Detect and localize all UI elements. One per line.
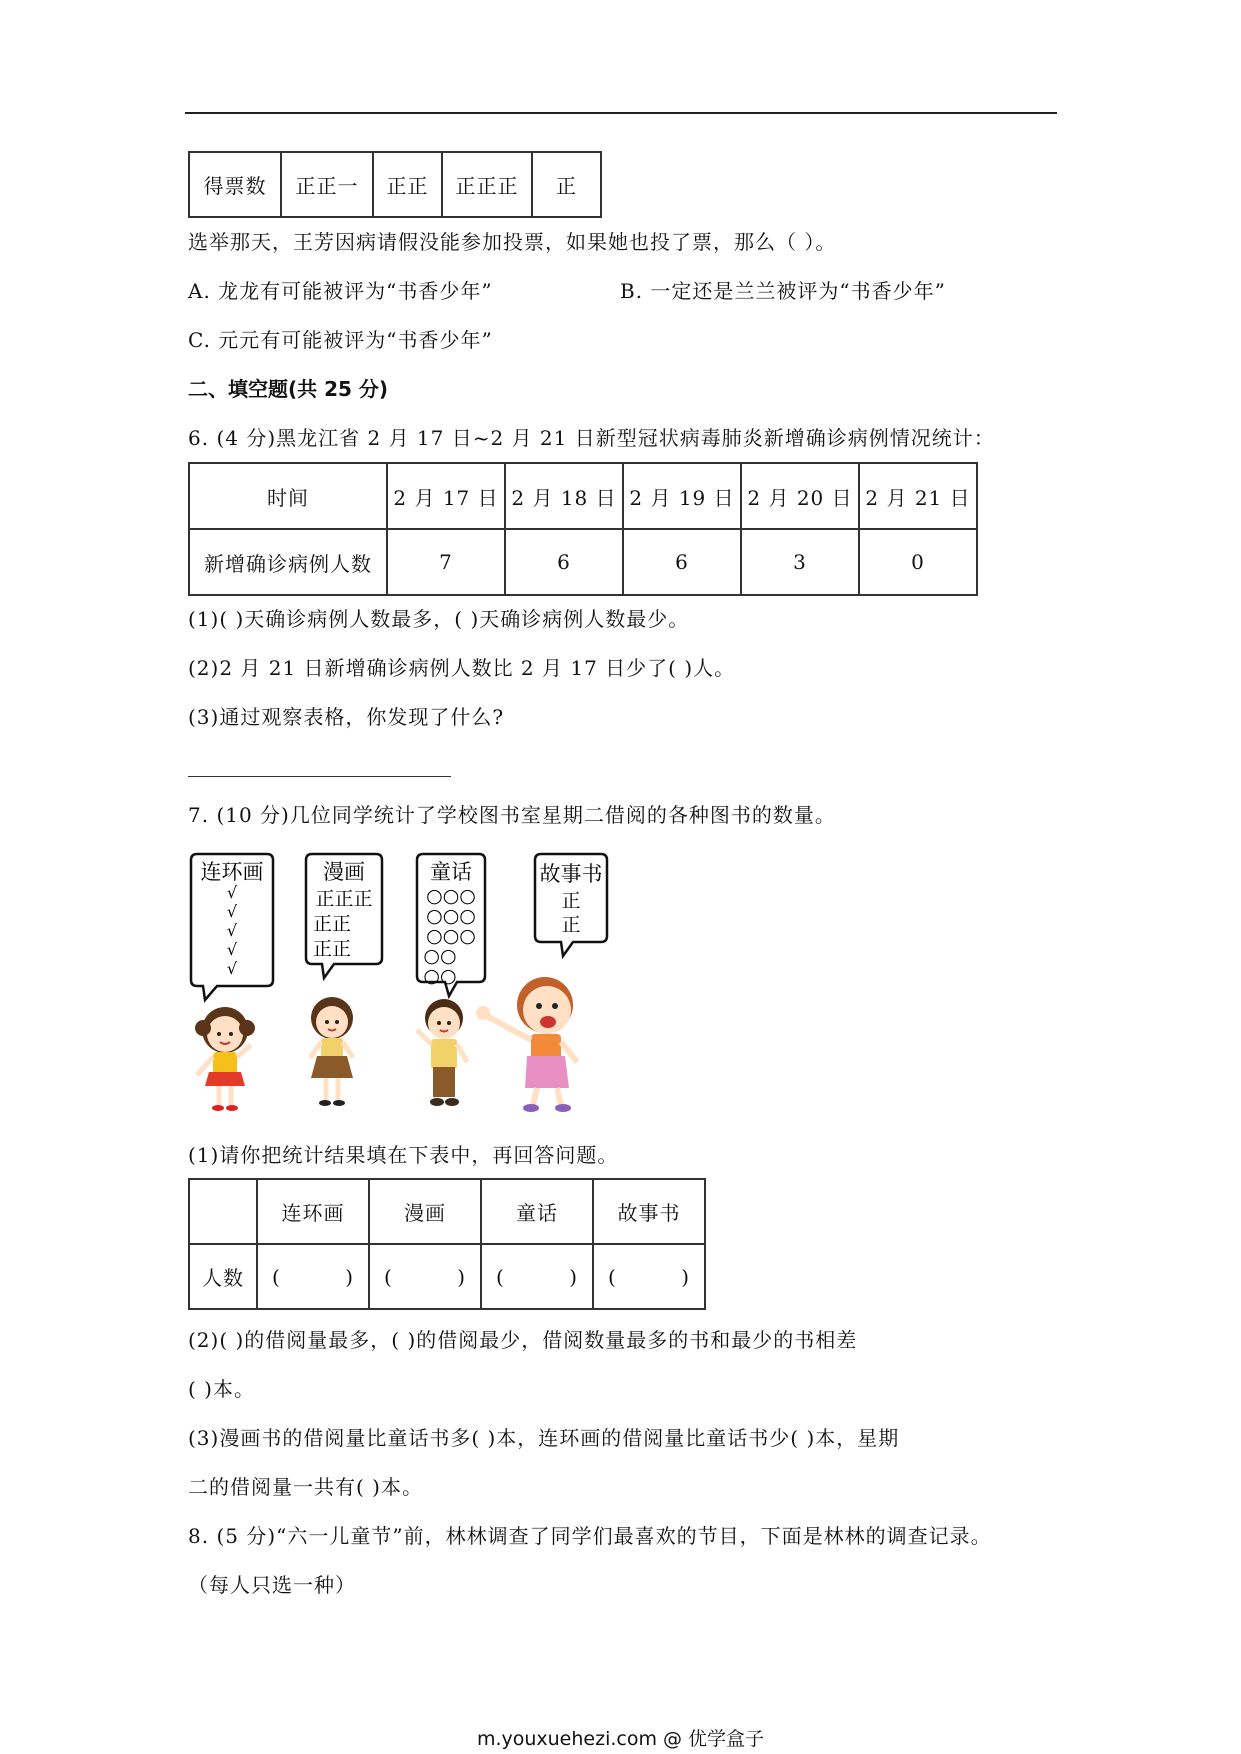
bubble3-tally: ○○ bbox=[423, 945, 457, 967]
q6-stem: 6. (4 分)黑龙江省 2 月 17 日~2 月 21 日新型冠状病毒肺炎新增确诊病例情况统计： bbox=[188, 426, 995, 450]
q7-answer-cell[interactable] bbox=[257, 1244, 369, 1309]
paren-open: ( bbox=[608, 1264, 617, 1289]
bubble-lianhuanhua bbox=[191, 854, 273, 1000]
paren-close: ) bbox=[457, 1264, 466, 1289]
q7-header-category: 连环画 bbox=[257, 1179, 369, 1244]
bubble3-tally: ○○ bbox=[423, 965, 457, 987]
girl-brown-skirt-figure bbox=[310, 997, 353, 1106]
bubble1-tally: √ bbox=[226, 902, 238, 921]
paren-open: ( bbox=[496, 1264, 505, 1289]
bubble2-tally: 正正 bbox=[312, 938, 352, 960]
bubble3-title: 童话 bbox=[430, 860, 472, 884]
q7-illustration bbox=[185, 850, 625, 1115]
q7-header-category: 故事书 bbox=[593, 1179, 705, 1244]
q6-row-label: 新增确诊病例人数 bbox=[189, 529, 387, 595]
q5-option-c: C. 元元有可能被评为“书香少年” bbox=[188, 328, 493, 352]
bubble1-tally: √ bbox=[226, 940, 238, 959]
bubble3-tally: ○○○ bbox=[426, 905, 476, 927]
bubble-tonghua bbox=[417, 854, 485, 996]
q6-header-time: 时间 bbox=[189, 463, 387, 529]
q6-value-cell: 0 bbox=[859, 529, 977, 595]
vote-table-cell: 正 bbox=[532, 152, 601, 217]
q7-answer-cell[interactable] bbox=[593, 1244, 705, 1309]
q6-value-cell: 3 bbox=[741, 529, 859, 595]
vote-count-table bbox=[188, 151, 602, 218]
q6-header-date: 2 月 17 日 bbox=[387, 463, 505, 529]
bubble2-title: 漫画 bbox=[323, 860, 365, 884]
q7-answer-cell[interactable] bbox=[481, 1244, 593, 1309]
q5-option-b: B. 一定还是兰兰被评为“书香少年” bbox=[620, 279, 946, 303]
q5-option-a: A. 龙龙有可能被评为“书香少年” bbox=[188, 279, 493, 303]
q7-sub2-line2: ( )本。 bbox=[188, 1377, 255, 1401]
q7-sub3-line1: (3)漫画书的借阅量比童话书多( )本，连环画的借阅量比童话书少( )本，星期 bbox=[188, 1426, 900, 1450]
bubble3-tally: ○○○ bbox=[426, 925, 476, 947]
vote-table-label: 得票数 bbox=[189, 152, 281, 217]
paren-close: ) bbox=[681, 1264, 690, 1289]
bubble-gushishu bbox=[535, 854, 607, 956]
paren-open: ( bbox=[384, 1264, 393, 1289]
section2-title: 二、填空题(共 25 分) bbox=[188, 377, 389, 401]
bubble1-tally: √ bbox=[226, 883, 238, 902]
q8-stem: 8. (5 分)“六一儿童节”前，林林调查了同学们最喜欢的节目，下面是林林的调查记录。 bbox=[188, 1524, 992, 1548]
q6-header-date: 2 月 18 日 bbox=[505, 463, 623, 529]
q6-header-date: 2 月 19 日 bbox=[623, 463, 741, 529]
girl-yellow-shirt-figure bbox=[195, 1007, 255, 1111]
q6-value-cell: 7 bbox=[387, 529, 505, 595]
bubble-manhua bbox=[306, 854, 382, 978]
bubble4-tally: 正 bbox=[561, 890, 581, 912]
q6-sub3: (3)通过观察表格，你发现了什么? bbox=[188, 705, 505, 729]
q6-answer-line[interactable] bbox=[188, 776, 451, 777]
q6-sub2: (2)2 月 21 日新增确诊病例人数比 2 月 17 日少了( )人。 bbox=[188, 656, 736, 680]
q6-header-date: 2 月 21 日 bbox=[859, 463, 977, 529]
bubble1-title: 连环画 bbox=[200, 860, 264, 884]
bubble4-tally: 正 bbox=[561, 914, 581, 936]
q8-note: （每人只选一种） bbox=[188, 1573, 356, 1597]
q7-sub1: (1)请你把统计结果填在下表中，再回答问题。 bbox=[188, 1143, 619, 1167]
vote-table-cell: 正正一 bbox=[281, 152, 373, 217]
boy-brown-pants-figure bbox=[417, 999, 467, 1106]
q7-header-category: 漫画 bbox=[369, 1179, 481, 1244]
bubble3-tally: ○○○ bbox=[426, 885, 476, 907]
q7-sub3-line2: 二的借阅量一共有( )本。 bbox=[188, 1475, 423, 1499]
q7-stem: 7. (10 分)几位同学统计了学校图书室星期二借阅的各种图书的数量。 bbox=[188, 803, 836, 827]
q6-sub1: (1)( )天确诊病例人数最多，( )天确诊病例人数最少。 bbox=[188, 607, 690, 631]
q7-header-blank bbox=[189, 1179, 257, 1244]
paren-close: ) bbox=[345, 1264, 354, 1289]
bubble2-tally: 正正 bbox=[312, 913, 352, 935]
q7-book-table bbox=[188, 1178, 706, 1310]
vote-table-cell: 正正 bbox=[373, 152, 442, 217]
q7-answer-cell[interactable] bbox=[369, 1244, 481, 1309]
q7-sub2-line1: (2)( )的借阅量最多，( )的借阅最少，借阅数量最多的书和最少的书相差 bbox=[188, 1328, 858, 1352]
q5-stem: 选举那天，王芳因病请假没能参加投票，如果她也投了票，那么（ ）。 bbox=[188, 230, 837, 254]
page-top-rule bbox=[185, 112, 1057, 114]
q6-value-cell: 6 bbox=[505, 529, 623, 595]
page-footer: m.youxuehezi.com @ 优学盒子 bbox=[476, 1728, 765, 1750]
bubble4-title: 故事书 bbox=[539, 862, 603, 886]
q7-row-label: 人数 bbox=[189, 1244, 257, 1309]
bubble1-tally: √ bbox=[226, 959, 238, 978]
vote-table-cell: 正正正 bbox=[442, 152, 532, 217]
bubble1-tally: √ bbox=[226, 921, 238, 940]
q7-header-category: 童话 bbox=[481, 1179, 593, 1244]
bubble2-tally: 正正正 bbox=[315, 888, 373, 910]
q6-case-table bbox=[188, 462, 978, 596]
q6-header-date: 2 月 20 日 bbox=[741, 463, 859, 529]
waving-child-figure bbox=[476, 977, 577, 1112]
paren-close: ) bbox=[569, 1264, 578, 1289]
paren-open: ( bbox=[272, 1264, 281, 1289]
q6-value-cell: 6 bbox=[623, 529, 741, 595]
